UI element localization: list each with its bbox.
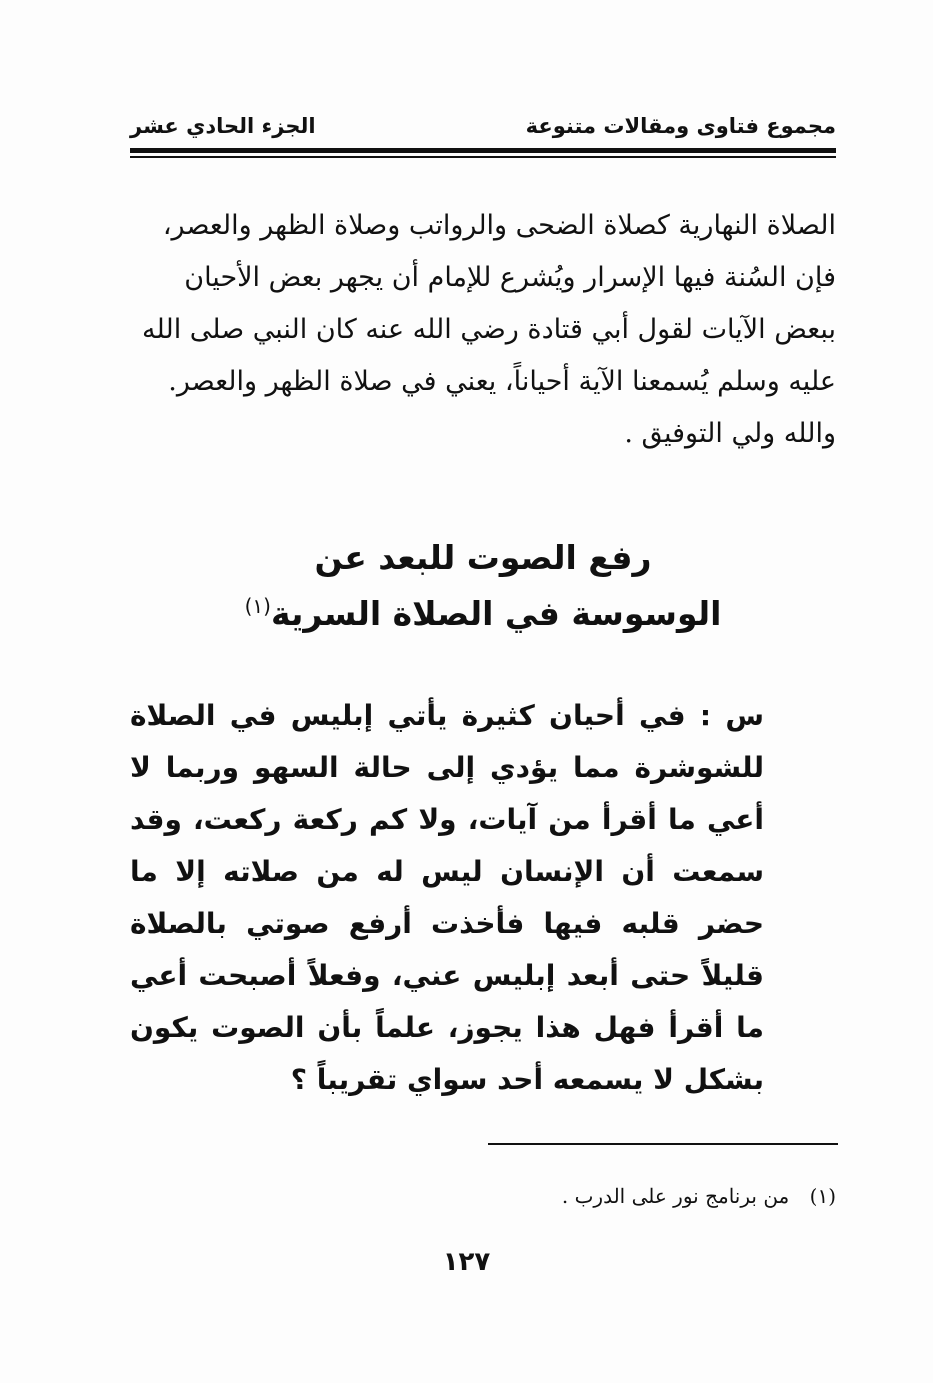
footnote-number: (١) bbox=[809, 1184, 836, 1208]
footnote bbox=[130, 1180, 836, 1212]
volume-label: الجزء الحادي عشر bbox=[130, 114, 316, 138]
intro-line: والله ولي التوفيق . bbox=[624, 418, 836, 449]
page-number: ١٢٧ bbox=[442, 1247, 491, 1277]
title-line-2-text: الوسوسة في الصلاة السرية bbox=[270, 594, 722, 633]
title-line-1: رفع الصوت للبعد عن bbox=[314, 538, 652, 577]
intro-paragraph bbox=[130, 200, 836, 460]
footnote-separator bbox=[488, 1143, 838, 1145]
question-paragraph: س : في أحيان كثيرة يأتي إبليس في الصلاة للشوشرة مما يؤدي إلى حالة السهو وربما لا أعي ما أقرأ من آيات، ولا كم ركعة ركعت، وقد سمعت أن الإنسان ليس له من صلاته إلا ما حضر قلبه فيها فأخذت أرفع صوتي بالصلاة قليلاً حتى أبعد إبليس عني، وفعلاً أصبحت أعي ما أقرأ فهل هذا يجوز، علماً بأن الصوت يكون بشكل لا يسمعه أحد سواي تقريباً ؟ bbox=[130, 699, 764, 1096]
footnote-text: من برنامج نور على الدرب . bbox=[561, 1184, 790, 1208]
header-rule-thick bbox=[130, 148, 836, 153]
intro-line: عليه وسلم يُسمعنا الآية أحياناً، يعني في صلاة الظهر والعصر. bbox=[168, 366, 836, 397]
title-line-2 bbox=[130, 586, 836, 642]
book-title: مجموع فتاوى ومقالات متنوعة bbox=[525, 114, 836, 138]
header-rule-thin bbox=[130, 156, 836, 158]
footnote-reference[interactable]: (١) bbox=[244, 594, 271, 618]
running-header bbox=[130, 110, 836, 146]
intro-line: ببعض الآيات لقول أبي قتادة رضي الله عنه كان النبي صلى الله bbox=[142, 314, 836, 345]
intro-line: فإن السُنة فيها الإسرار ويُشرع للإمام أن يجهر بعض الأحيان bbox=[184, 262, 836, 293]
article-title bbox=[130, 530, 836, 642]
intro-line: الصلاة النهارية كصلاة الضحى والرواتب وصلاة الظهر والعصر، bbox=[162, 210, 836, 241]
